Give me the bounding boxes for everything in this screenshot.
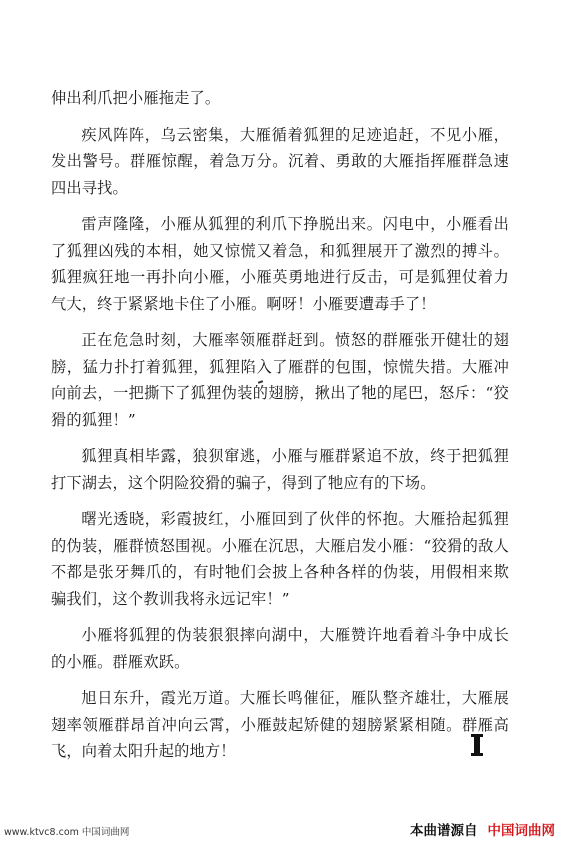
paragraph-6: 曙光透晓，彩霞披红，小雁回到了伙伴的怀抱。大雁拾起狐狸的伪装，雁群愤怒围视。小雁在沉思，大雁启发小雁：“狡猾的敌人不都是张牙舞爪的，有时牠们会披上各种各样的伪装，用假相来欺骗我们，这个教训我将永远记牢！” bbox=[51, 510, 509, 608]
source-label: 本曲谱源自 bbox=[410, 823, 478, 839]
paragraph-7: 小雁将狐狸的伪装狠狠摔向湖中，大雁赞许地看着斗争中成长的小雁。群雁欢跃。 bbox=[51, 626, 509, 671]
footer-source[interactable] bbox=[410, 819, 555, 839]
paragraph-2: 疾风阵阵，乌云密集，大雁循着狐狸的足迹追赶，不见小雁，发出警号。群雁惊醒，着急万分。沉着、勇敢的大雁指挥雁群急速四出寻找。 bbox=[51, 125, 509, 197]
paragraph-8: 旭日东升，霞光万道。大雁长鸣催征，雁队整齐雄壮，大雁展翅率领雁群昂首冲向云霄，小雁鼓起矫健的翅膀紧紧相随。群雁高飞，向着太阳升起的地方！ bbox=[51, 689, 509, 760]
footer-watermark: www.ktvc8.com 中国词曲网 bbox=[4, 827, 130, 838]
paragraph-4: 正在危急时刻，大雁率领雁群赶到。愤怒的群雁张开健壮的翅膀，猛力扑打着狐狸，狐狸陷入了雁群的包围，惊慌失措。大雁冲向前去，一把撕下了狐狸伪装的翅膀，揪出了牠的尾巴，怒斥：“狡猾的狐狸！” bbox=[51, 331, 509, 429]
paragraph-5: 狐狸真相毕露，狼狈窜逃，小雁与雁群紧追不放，终于把狐狸打下湖去，这个阴险狡猾的骗子，得到了牠应有的下场。 bbox=[51, 447, 509, 492]
end-mark-icon bbox=[471, 734, 483, 756]
paragraph-1: 伸出利爪把小雁拖走了。 bbox=[51, 89, 221, 107]
story-text bbox=[51, 85, 509, 775]
brand-link[interactable]: 中国词曲网 bbox=[487, 823, 555, 839]
paragraph-3: 雷声隆隆，小雁从狐狸的利爪下挣脱出来。闪电中，小雁看出了狐狸凶残的本相，她又惊慌又着急，和狐狸展开了激烈的搏斗。狐狸疯狂地一再扑向小雁，小雁英勇地进行反击，可是狐狸仗着力气大，终于紧紧地卡住了小雁。啊呀！小雁要遭毒手了！ bbox=[51, 215, 509, 313]
